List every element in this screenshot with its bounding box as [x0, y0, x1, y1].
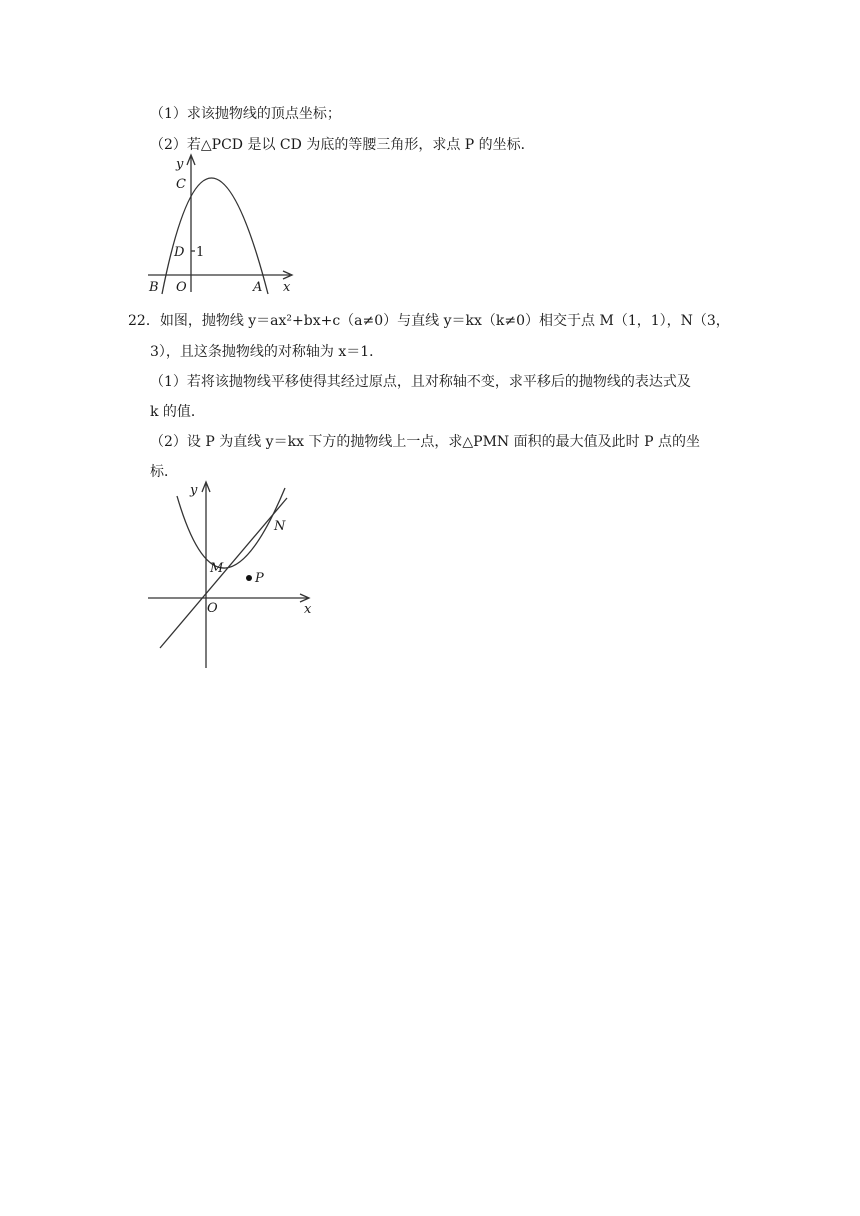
label-a: A: [253, 280, 263, 295]
label-c: C: [176, 177, 186, 192]
q22-part1-line2: k 的值．: [150, 404, 205, 420]
label-p: P: [255, 571, 264, 586]
label-o: O: [207, 601, 218, 616]
label-y: y: [176, 157, 184, 172]
q22-part2-line1: （2）设 P 为直线 y＝kx 下方的抛物线上一点，求△PMN 面积的最大值及此时 P 点的坐: [150, 434, 700, 450]
label-o: O: [176, 280, 187, 295]
point-p: [246, 575, 252, 581]
label-x: x: [283, 280, 291, 295]
q22-line2: 3），且这条抛物线的对称轴为 x＝1．: [150, 344, 384, 360]
label-y: y: [190, 483, 198, 498]
parabola-curve: [162, 178, 268, 294]
line-y-kx: [160, 498, 287, 648]
parabola-curve: [177, 488, 285, 568]
label-d: D: [174, 245, 185, 260]
label-1: 1: [196, 245, 205, 260]
parabola-figure-1: [140, 152, 310, 297]
q21-part2: （2）若△PCD 是以 CD 为底的等腰三角形，求点 P 的坐标．: [150, 137, 535, 153]
label-m: M: [210, 561, 224, 576]
label-x: x: [304, 602, 312, 617]
q21-part1: （1）求该抛物线的顶点坐标；: [150, 106, 341, 122]
label-n: N: [274, 519, 286, 534]
q22-part1-line1: （1）若将该抛物线平移使得其经过原点，且对称轴不变，求平移后的抛物线的表达式及: [150, 374, 691, 390]
q22-part2-line2: 标．: [150, 464, 178, 480]
parabola-line-figure-2: [145, 478, 325, 673]
q22-line1: 22．如图，抛物线 y＝ax²+bx+c（a≠0）与直线 y＝kx（k≠0）相交于点 M（1，1），N（3，: [128, 313, 730, 329]
label-b: B: [149, 280, 159, 295]
